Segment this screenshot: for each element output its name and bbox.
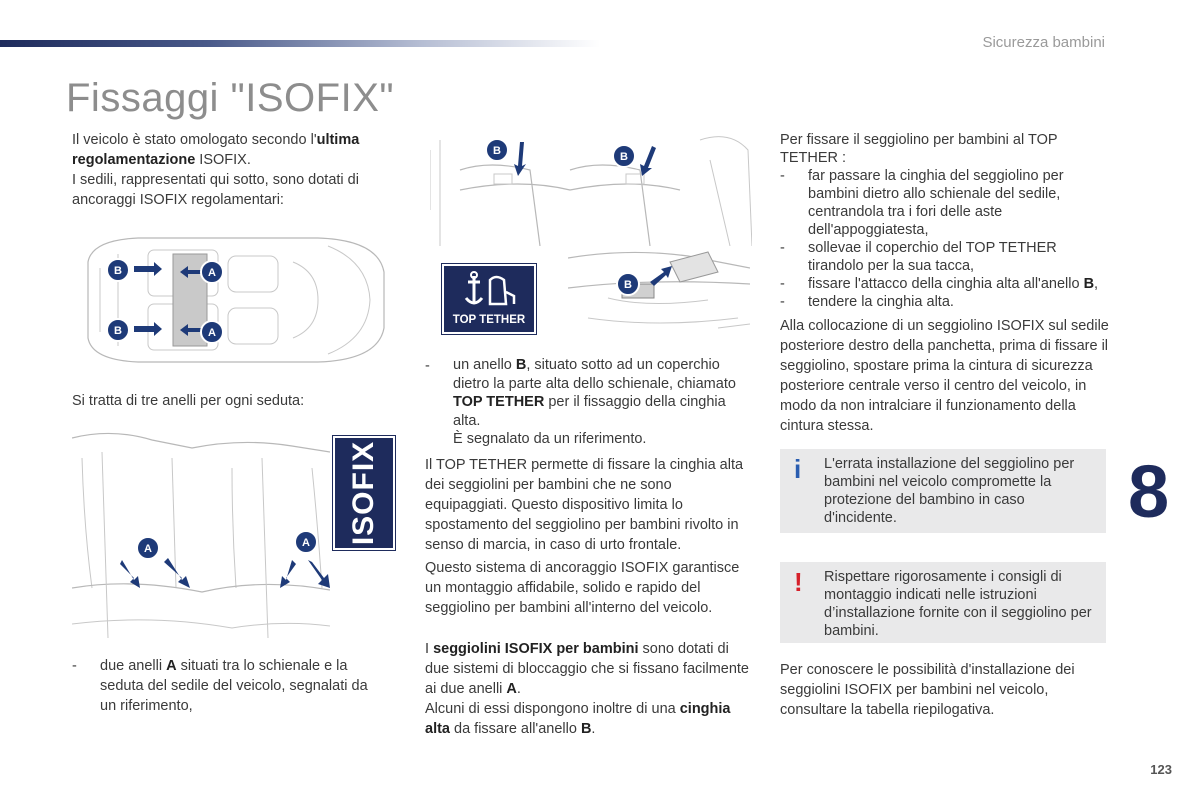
info-icon: i <box>794 454 802 484</box>
top-tether-instructions: Per fissare il seggiolino per bambini al TOP TETHER : - far passare la cinghia del seggiolino per bambini dietro allo schienale del sedile, centrandola tra i fori delle aste dell'appoggiatesta, - sollevae il coperchio del TOP TETHER tirandolo per la sua tacca, - fissare l'attacco della cinghia alta all'anello B, - tendere la cinghia alta. <box>780 132 1099 310</box>
car-top-view-diagram <box>78 232 390 368</box>
label-b: B <box>624 279 632 291</box>
bullet-a: - due anelli A situati tra lo schienale e la seduta del sedile del veicolo, segnalati da un riferimento, <box>72 658 368 714</box>
intro-text: Il veicolo è stato omologato secondo l'ultima regolamentazione ISOFIX. I sedili, rappresentati qui sotto, sono dotati di ancoraggi ISOFIX regolamentari: <box>72 132 360 208</box>
label-a: A <box>302 537 310 549</box>
isofix-seats-paragraph: I seggiolini ISOFIX per bambini sono dotati di due sistemi di bloccaggio che si fissano facilmente ai due anelli A. Alcuni di essi dispongono inoltre di una cinghia alta da fissare all'anello B. <box>425 641 749 737</box>
section-title: Sicurezza bambini <box>982 34 1105 51</box>
bullet-b: - un anello B, situato sotto ad un coperchio dietro la parte alta dello schienale, chiamato TOP TETHER per il fissaggio della cinghia alta. È segnalato da un riferimento. <box>425 357 736 447</box>
label-a: A <box>208 327 216 339</box>
seat-back-top-tether-diagram <box>430 130 752 246</box>
isofix-system-paragraph: Questo sistema di ancoraggio ISOFIX garantisce un montaggio affidabile, solido e rapido del seggiolino per bambini all'interno del veicolo. <box>425 560 740 616</box>
label-b: B <box>114 265 122 277</box>
label-b: B <box>493 145 501 157</box>
page-title: Fissaggi "ISOFIX" <box>66 76 395 120</box>
rings-text: Si tratta di tre anelli per ogni seduta: <box>72 393 305 409</box>
top-tether-sign: TOP TETHER <box>442 264 536 334</box>
warning-icon: ! <box>794 567 803 597</box>
top-tether-cover-diagram <box>568 248 750 344</box>
chapter-number: 8 <box>1128 450 1170 533</box>
header-bar <box>0 40 600 47</box>
final-paragraph: Per conoscere le possibilità d'installazione dei seggiolini ISOFIX per bambini nel veicolo, consultare la tabella riepilogativa. <box>780 662 1075 718</box>
label-a: A <box>144 543 152 555</box>
warning-note: ! Rispettare rigorosamente i consigli di montaggio indicati nelle istruzioni d’installazione fornite con il seggiolino per bambini. <box>780 562 1106 643</box>
placement-paragraph: Alla collocazione di un seggiolino ISOFIX sul sedile posteriore destro della panchetta, prima di fissare il seggiolino, spostare prima la cintura di sicurezza posteriore centrale verso il centro del veicolo, in modo da non intralciare il funzionamento della cintura stessa. <box>780 318 1109 434</box>
label-b: B <box>620 151 628 163</box>
isofix-sign: ISOFIX <box>333 436 395 550</box>
info-note: i L'errata installazione del seggiolino per bambini nel veicolo compromette la protezione del bambino in caso d'incidente. <box>780 449 1106 533</box>
page-number: 123 <box>1150 762 1172 777</box>
label-b: B <box>114 325 122 337</box>
label-a: A <box>208 267 216 279</box>
top-tether-paragraph: Il TOP TETHER permette di fissare la cinghia alta dei seggiolini per bambini che ne sono equipaggiati. Questo dispositivo limita lo spostamento del seggiolino per bambini rivolto in senso di marcia, in caso di urto frontale. <box>425 457 744 553</box>
seat-anchors-a-diagram <box>72 428 330 648</box>
